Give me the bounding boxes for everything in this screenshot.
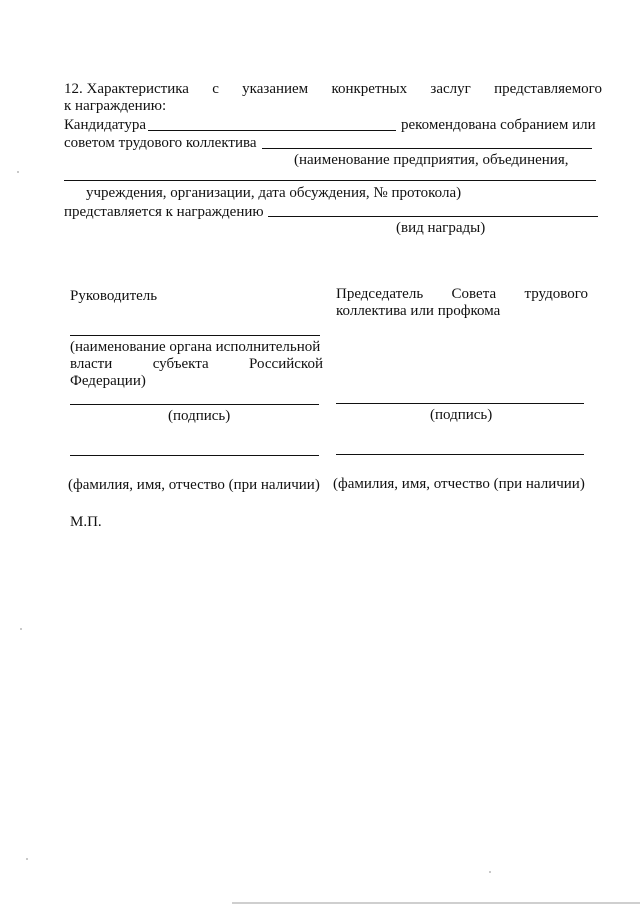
head-signature-caption: (подпись) [168,408,231,424]
authority-word: Российской [249,356,323,372]
chairman-title-word: трудового [524,286,588,302]
authority-word: субъекта [152,356,209,372]
scan-speck [26,858,28,860]
organization-blank-line [64,180,596,181]
title-word: 12. Характеристика [64,81,189,97]
chairman-title-word: Председатель [336,286,424,302]
chairman-name-caption: (фамилия, имя, отчество (при наличии) [333,476,585,492]
candidacy-blank-line [148,130,396,131]
title-word: заслуг [430,81,471,97]
authority-caption-line1: (наименование органа исполнительной [70,339,321,355]
chairman-title-line2: коллектива или профкома [336,303,501,319]
candidacy-label: Кандидатура [64,117,147,133]
authority-caption-line2 [70,355,323,373]
org-caption-2: учреждения, организации, дата обсуждения, № протокола) [86,185,462,201]
title-word: с [212,81,219,97]
head-name-line [70,455,319,456]
chairman-name-line [336,454,584,455]
head-signature-line [70,404,319,405]
head-name-caption: (фамилия, имя, отчество (при наличии) [68,477,320,493]
title-word: представляемого [494,81,602,97]
council-text: советом трудового коллектива [64,135,257,151]
chairman-title-line1 [336,285,588,303]
authority-word: власти [70,356,113,372]
title-word: указанием [242,81,309,97]
chairman-signature-caption: (подпись) [430,407,493,423]
title-word: конкретных [331,81,408,97]
head-title: Руководитель [70,288,158,304]
presented-text: представляется к награждению [64,204,264,220]
authority-caption-line3: Федерации) [70,373,146,389]
scan-speck [17,171,19,173]
stamp-placeholder: М.П. [70,514,102,530]
chairman-title-word: Совета [451,286,497,302]
org-caption-1: (наименование предприятия, объединения, [294,152,569,168]
scan-bottom-edge [232,902,640,904]
scan-speck [20,628,22,630]
council-blank-line [262,148,592,149]
award-blank-line [268,216,598,217]
scan-speck [489,871,491,873]
award-caption: (вид награды) [396,220,486,236]
recommended-text: рекомендована собранием или [401,117,596,133]
section-title-line2: к награждению: [64,98,167,114]
section-title-line [64,80,602,98]
authority-blank-line [70,335,320,336]
chairman-signature-line [336,403,584,404]
